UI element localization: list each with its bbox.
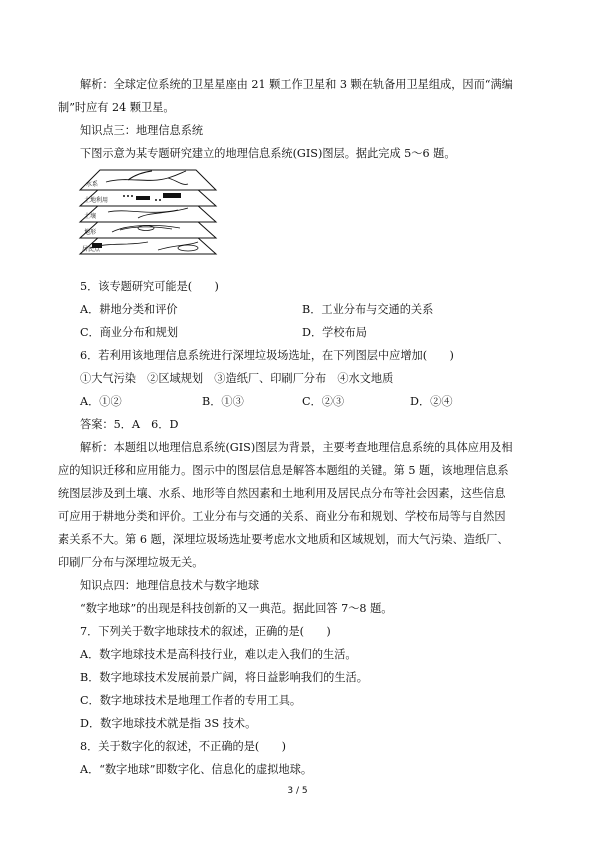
- q5-option-c: C．商业分布和规划: [80, 326, 179, 339]
- paragraph-analysis-gps-line2: 制”时应有 24 颗卫星。: [58, 101, 175, 114]
- figure-intro-text: 下图示意为某专题研究建立的地理信息系统(GIS)图层。据此完成 5～6 题。: [80, 147, 456, 160]
- gis-layers-illustration: [68, 162, 228, 270]
- knowledge-point-4-heading: 知识点四：地理信息技术与数字地球: [80, 579, 260, 592]
- explanation-line4: 可应用于耕地分类和评价。工业分布与交通的关系、商业分布和规划、学校布局等与自然因: [58, 510, 506, 523]
- q5-option-d: D．学校布局: [302, 326, 367, 339]
- layer-label-settlement: 居民点: [82, 246, 101, 253]
- layer-label-terrain: 地形: [84, 229, 97, 236]
- q6-option-a: A．①②: [80, 395, 122, 408]
- q7-option-b: B．数字地球技术发展前景广阔，将日益影响我们的生活。: [80, 671, 368, 684]
- q7-option-a: A．数字地球技术是高科技行业，难以走入我们的生活。: [80, 648, 357, 661]
- knowledge-point-3-heading: 知识点三：地理信息系统: [80, 124, 204, 137]
- layer-label-water: 水系: [86, 181, 99, 188]
- layer-label-landuse: 土地利用: [84, 197, 109, 204]
- question-5: 5．该专题研究可能是( ): [80, 280, 219, 293]
- q6-option-b: B．①③: [202, 395, 244, 408]
- layer-label-soil: 土壤: [84, 213, 97, 220]
- answer-5-6: 答案：5．A 6．D: [80, 418, 179, 431]
- q6-option-c: C．②③: [302, 395, 345, 408]
- question-7: 7．下列关于数字地球技术的叙述，正确的是( ): [80, 625, 331, 638]
- explanation-line1: 解析：本题组以地理信息系统(GIS)图层为背景，主要考查地理信息系统的具体应用及相: [80, 441, 513, 454]
- explanation-line2: 应的知识迁移和应用能力。图示中的图层信息是解答本题组的关键。第 5 题，该地理信息系: [58, 464, 509, 477]
- question-8: 8．关于数字化的叙述，不正确的是( ): [80, 740, 287, 753]
- q5-option-b: B．工业分布与交通的关系: [302, 303, 434, 316]
- paragraph-analysis-gps-line1: 解析：全球定位系统的卫星星座由 21 颗工作卫星和 3 颗在轨备用卫星组成，因而“满编: [80, 78, 513, 91]
- layer-4: [80, 220, 216, 238]
- q6-option-d: D．②④: [410, 395, 453, 408]
- page-number: 3 / 5: [287, 786, 308, 796]
- q8-option-a: A．“数字地球”即数字化、信息化的虚拟地球。: [80, 763, 313, 776]
- explanation-line5: 素关系不大。第 6 题，深埋垃圾场选址要考虑水文地质和区域规划，而大气污染、造纸厂、: [58, 533, 509, 546]
- explanation-line6: 印刷厂分布与深埋垃圾无关。: [58, 556, 204, 569]
- q7-option-c: C．数字地球技术是地理工作者的专用工具。: [80, 694, 302, 707]
- q5-option-a: A．耕地分类和评价: [80, 303, 178, 316]
- explanation-line3: 统图层涉及到土壤、水系、地形等自然因素和土地利用及居民点分布等社会因素，这些信息: [58, 487, 506, 500]
- question-6-items: ①大气污染 ②区域规划 ③造纸厂、印刷厂分布 ④水文地质: [80, 372, 394, 385]
- digital-earth-intro: “数字地球”的出现是科技创新的又一典范。据此回答 7～8 题。: [80, 602, 393, 615]
- q7-option-d: D．数字地球技术就是指 3S 技术。: [80, 717, 257, 730]
- gis-layers-figure: [68, 162, 228, 270]
- layer-3: [80, 204, 216, 222]
- question-6: 6．若利用该地理信息系统进行深埋垃圾场选址，在下列图层中应增加( ): [80, 349, 454, 362]
